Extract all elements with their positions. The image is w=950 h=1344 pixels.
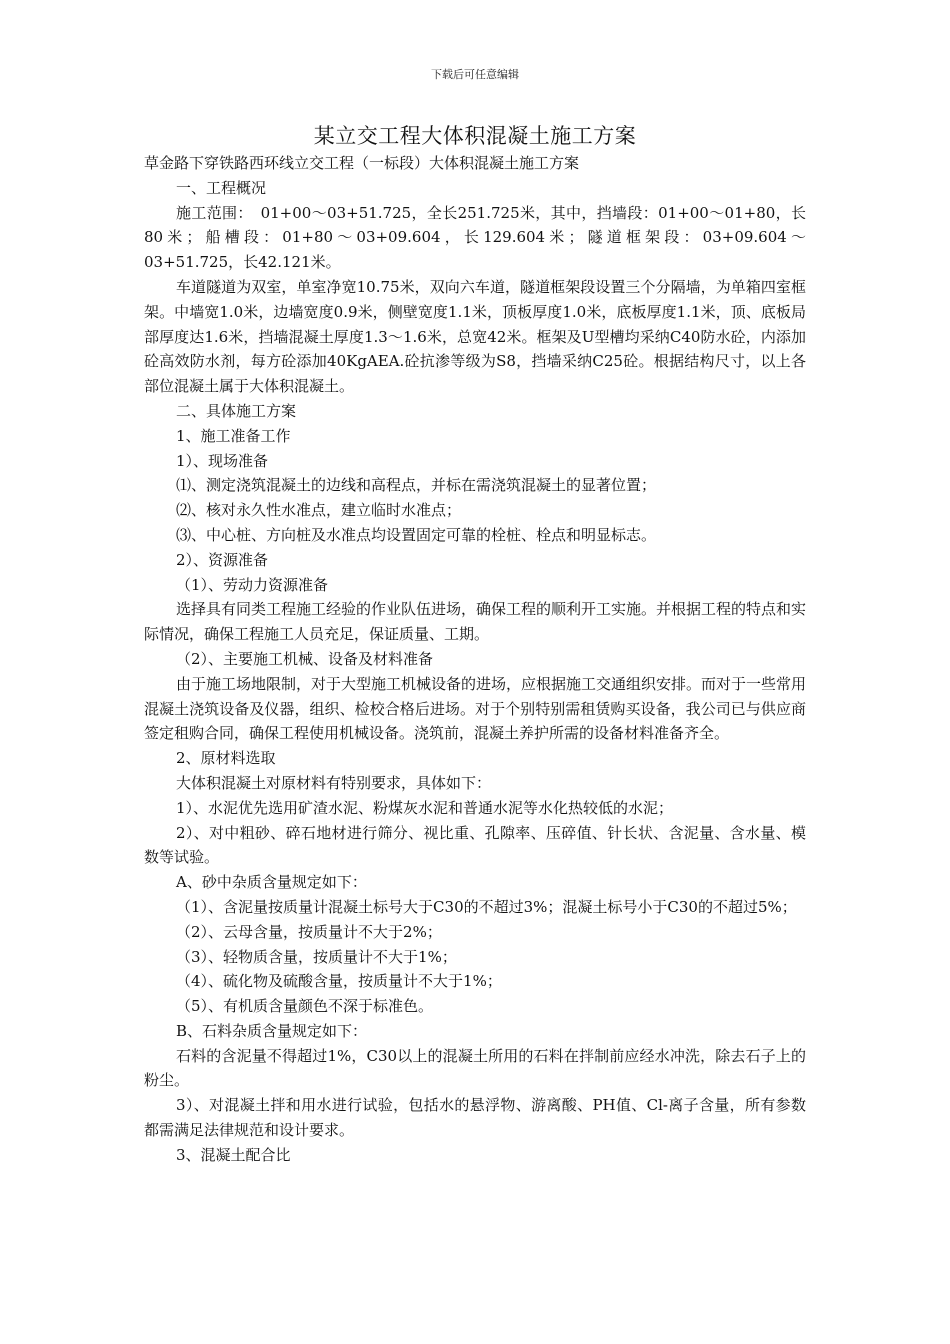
section-heading: 二、具体施工方案	[176, 401, 297, 420]
subsection-heading: 2）、资源准备	[176, 550, 269, 569]
header-note: 下载后可任意编辑	[431, 68, 519, 81]
body-paragraph: 石料的含泥量不得超过1%，C30以上的混凝土所用的石料在拌制前应经水冲洗，除去石子上的粉尘。	[144, 1046, 806, 1090]
page-title: 某立交工程大体积混凝土施工方案	[313, 124, 637, 148]
list-item: （2）、云母含量，按质量计不大于2%；	[176, 922, 442, 941]
list-item: （3）、轻物质含量，按质量计不大于1%；	[176, 947, 457, 966]
section-heading: 一、工程概况	[176, 178, 267, 197]
document-body	[144, 151, 806, 1168]
subsection-heading: 1）、现场准备	[176, 451, 269, 470]
list-item: （1）、含泥量按质量计混凝土标号大于C30的不超过3%；混凝土标号小于C30的不超过5%；	[176, 897, 797, 916]
body-paragraph: 车道隧道为双室，单室净宽10.75米，双向六车道，隧道框架段设置三个分隔墙，为单箱四室框架。中墙宽1.0米，边墙宽度0.9米，侧壁宽度1.1米，顶板厚度1.0米，底板厚度1.1米，顶、底板局部厚度达1.6米，挡墙混凝土厚度1.3～1.6米，总宽42米。框架及U型槽均采纳C40防水砼，内添加砼高效防水剂，每方砼添加40KgAEA.砼抗渗等级为S8，挡墙采纳C25砼。根据结构尺寸，以上各部位混凝土属于大体积混凝土。	[144, 277, 806, 396]
list-item: 2）、对中粗砂、碎石地材进行筛分、视比重、孔隙率、压碎值、针长状、含泥量、含水量、模数等试验。	[144, 823, 806, 867]
list-item: ⑵、核对永久性水准点，建立临时水准点；	[176, 501, 462, 520]
body-paragraph: 选择具有同类工程施工经验的作业队伍进场，确保工程的顺利开工实施。并根据工程的特点和实际情况，确保工程施工人员充足，保证质量、工期。	[144, 600, 807, 644]
body-paragraph: 施工范围： 01+00～03+51.725，全长251.725米，其中，挡墙段：01+00～01+80，长80米；船槽段：01+80～03+09.604，长129.604米；隧道框架段：03+09.604～03+51.725，长42.121米。	[144, 203, 806, 272]
body-paragraph: 大体积混凝土对原材料有特别要求，具体如下：	[176, 773, 492, 792]
subsection-heading: 3、混凝土配合比	[176, 1145, 291, 1164]
list-item: 1）、水泥优先选用矿渣水泥、粉煤灰水泥和普通水泥等水化热较低的水泥；	[176, 798, 674, 817]
subsection-heading: 2、原材料选取	[176, 749, 276, 768]
list-item: ⑴、测定浇筑混凝土的边线和高程点，并标在需浇筑混凝土的显著位置；	[176, 476, 657, 495]
subsection-heading: 1、施工准备工作	[176, 426, 291, 445]
list-item: （4）、硫化物及硫酸含量，按质量计不大于1%；	[176, 972, 502, 991]
subsection-heading: （1）、劳动力资源准备	[176, 575, 329, 594]
list-heading: B、石料杂质含量规定如下：	[176, 1021, 368, 1040]
list-heading: A、砂中杂质含量规定如下：	[176, 873, 367, 892]
body-paragraph: 由于施工场地限制，对于大型施工机械设备的进场，应根据施工交通组织安排。而对于一些常用混凝土浇筑设备及仪器，组织、检校合格后进场。对于个别特别需租赁购买设备，我公司已与供应商签定租购合同，确保工程使用机械设备。浇筑前，混凝土养护所需的设备材料准备齐全。	[144, 674, 807, 743]
list-item: 3）、对混凝土拌和用水进行试验，包括水的悬浮物、游离酸、PH值、Cl-离子含量，所有参数都需满足法律规范和设计要求。	[144, 1096, 806, 1140]
subsection-heading: （2）、主要施工机械、设备及材料准备	[176, 649, 434, 668]
list-item: （5）、有机质含量颜色不深于标准色。	[176, 997, 434, 1016]
subtitle-paragraph: 草金路下穿铁路西环线立交工程（一标段）大体积混凝土施工方案	[144, 154, 580, 172]
list-item: ⑶、中心桩、方向桩及水准点均设置固定可靠的栓桩、栓点和明显标志。	[176, 525, 657, 544]
